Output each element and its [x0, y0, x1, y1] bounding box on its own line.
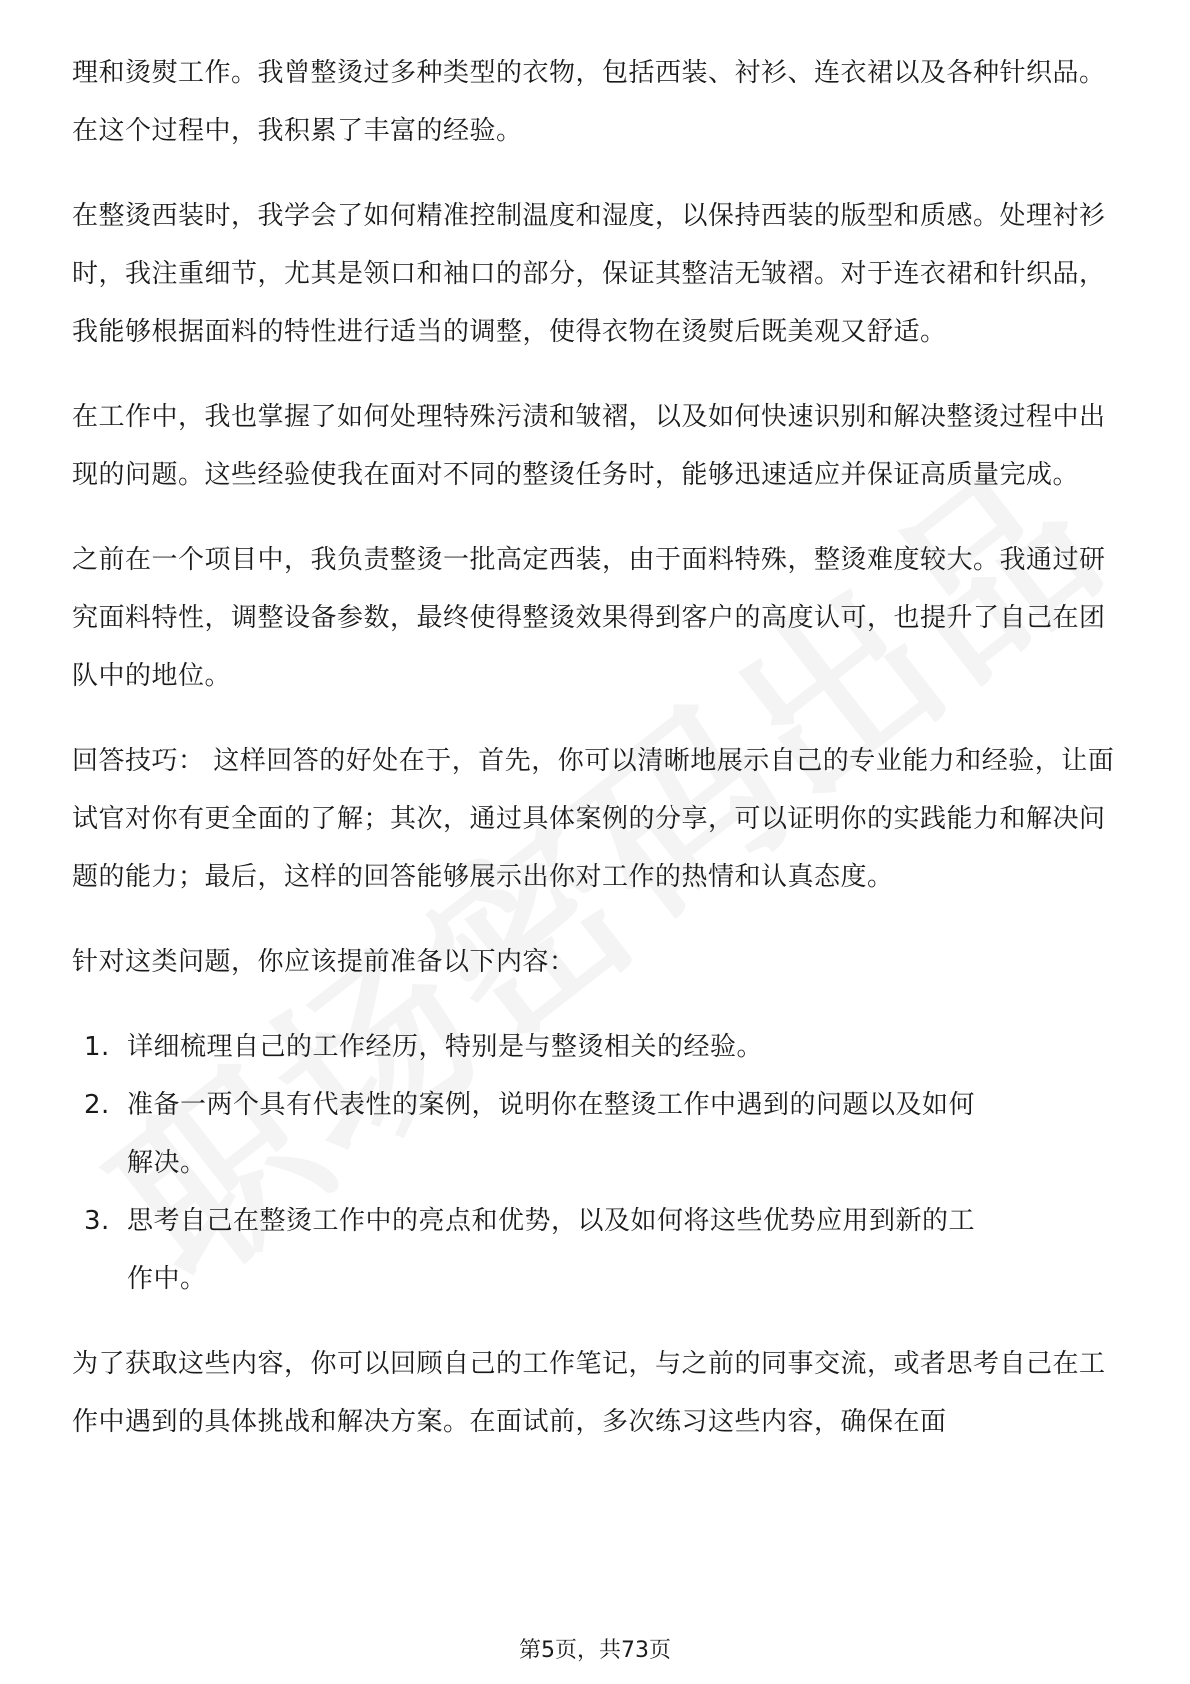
document-body — [72, 44, 1122, 1478]
list-number: 3. — [84, 1206, 110, 1236]
list-item-text: 详细梳理自己的工作经历，特别是与整烫相关的经验。 — [127, 1032, 764, 1062]
preparation-intro: 针对这类问题，你应该提前准备以下内容： — [72, 947, 576, 977]
closing-paragraph: 为了获取这些内容，你可以回顾自己的工作笔记，与之前的同事交流，或者思考自己在工作中遇到的具体挑战和解决方案。在面试前，多次练习这些内容，确保在面 — [72, 1349, 1106, 1437]
page-footer: 第5页，共73页 — [519, 1638, 671, 1663]
paragraph: 在整烫西装时，我学会了如何精准控制温度和湿度，以保持西装的版型和质感。处理衬衫时，我注重细节，尤其是领口和袖口的部分，保证其整洁无皱褶。对于连衣裙和针织品，我能够根据面料的特性进行适当的调整，使得衣物在烫熨后既美观又舒适。 — [72, 201, 1106, 347]
answer-tips-paragraph: 回答技巧： 这样回答的好处在于，首先，你可以清晰地展示自己的专业能力和经验，让面试官对你有更全面的了解；其次，通过具体案例的分享，可以证明你的实践能力和解决问题的能力；最后，这样的回答能够展示出你对工作的热情和认真态度。 — [72, 746, 1115, 892]
list-item — [72, 1076, 997, 1192]
paragraph: 理和烫熨工作。我曾整烫过多种类型的衣物，包括西装、衬衫、连衣裙以及各种针织品。在这个过程中，我积累了丰富的经验。 — [72, 58, 1106, 146]
list-number: 1. — [84, 1032, 110, 1062]
list-item-text: 准备一两个具有代表性的案例，说明你在整烫工作中遇到的问题以及如何解决。 — [127, 1090, 976, 1178]
preparation-list — [72, 1018, 1122, 1308]
list-item-text: 思考自己在整烫工作中的亮点和优势，以及如何将这些优势应用到新的工作中。 — [127, 1206, 976, 1294]
list-item — [72, 1192, 997, 1308]
paragraph: 在工作中，我也掌握了如何处理特殊污渍和皱褶，以及如何快速识别和解决整烫过程中出现的问题。这些经验使我在面对不同的整烫任务时，能够迅速适应并保证高质量完成。 — [72, 402, 1106, 490]
paragraph: 之前在一个项目中，我负责整烫一批高定西装，由于面料特殊，整烫难度较大。我通过研究面料特性，调整设备参数，最终使得整烫效果得到客户的高度认可，也提升了自己在团队中的地位。 — [72, 545, 1106, 691]
list-item — [72, 1018, 997, 1076]
list-number: 2. — [84, 1090, 110, 1120]
